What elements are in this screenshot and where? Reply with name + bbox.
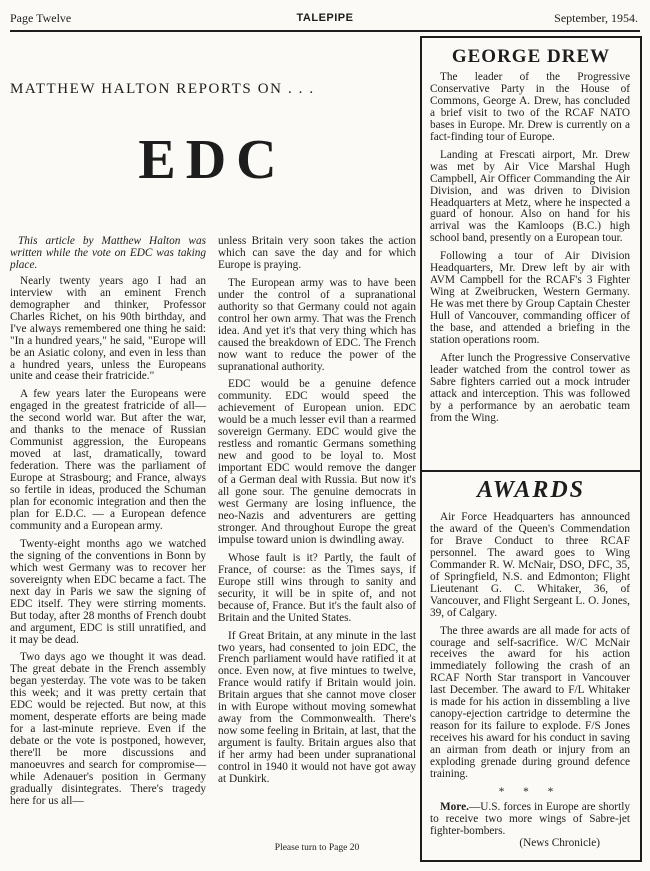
- article-paragraph: The European army was to have been under the control of a supranational authority so that Germany could not again control her own army. That was the French idea. And yet it's that very thing which has caused the breakdown of EDC. The French now want to reduce the power of the supranational authority.: [218, 276, 416, 373]
- awards-paragraph: Air Force Headquarters has announced the award of the Queen's Commendation for Brave Conduct to three RCAF personnel. The award goes to Wing Commander R. W. McNair, DSO, DFC, 35, of Springfield, N.S. and Edmonton; Flight Lieutenant G. C. Whitaker, 36, of Vancouver, and Flight Sergeant L. O. Jones, 39, of Calgary.: [430, 511, 630, 619]
- sidebar-border-right: [640, 36, 642, 862]
- article-paragraph: Whose fault is it? Partly, the fault of France, of course: as the Times says, if Europe still wins through to sanity and security, it will be in spite of, and not because of, France. But it's the fault also of Britain and the United States.: [218, 551, 416, 624]
- sidebar-border-left: [420, 36, 422, 862]
- awards-source: (News Chronicle): [519, 836, 600, 849]
- awards-divider: [422, 470, 640, 472]
- issue-date: September, 1954.: [554, 11, 638, 25]
- article-paragraph: unless Britain very soon takes the action which can save the day and for which Europe is praying.: [218, 235, 416, 271]
- awards-more: [430, 802, 630, 838]
- continuation-note: Please turn to Page 20: [274, 843, 360, 853]
- awards-paragraph: The three awards are all made for acts of courage and self-sacrifice. W/C McNair receives the award for his action immediately following the crash of an RCAF North Star transport in Vancouver last December. The award to F/L Whitaker is made for his action in dissembling a live canopy-ejection cartridge to determine the reason for its failure to explode. F/S Jones receives his award for his conduct in saving an airman from death or injury from an exploding grenade during ground defence training.: [430, 624, 630, 781]
- article-intro: This article by Matthew Halton was written while the vote on EDC was taking place.: [10, 235, 206, 271]
- sidebar-border-bottom: [420, 860, 642, 862]
- sidebar-paragraph: The leader of the Progressive Conservative Party in the House of Commons, George A. Drew, has concluded a brief visit to two of the RCAF NATO bases in Europe. Mr. Drew is currently on a fact-finding tour of Europe.: [430, 71, 630, 143]
- sidebar-paragraph: Landing at Frescati airport, Mr. Drew was met by Air Vice Marshal Hugh Campbell, Air Officer Commanding the Air Division, and was driven to Division Headquarters at Metz, where he inspected a guard of honour. Also on hand for his arrival was the Kamloops (B.C.) high school band, presently on a European tour.: [430, 148, 630, 245]
- page-number: Page Twelve: [10, 11, 72, 25]
- sidebar-paragraph: Following a tour of Air Division Headquarters, Mr. Drew left by air with AVM Campbell for the RCAF's 3 Fighter Wing at Zweibrucken, Western Germany. He was met there by Group Captain Chester Hull of Vancouver, commanding officer of the base, and attended a briefing in the station operations room.: [430, 250, 630, 347]
- more-text: —U.S. forces in Europe are shortly to receive two more wings of Sabre-jet fighter-bombers.: [430, 800, 630, 837]
- more-label: More.: [440, 800, 469, 813]
- header-rule: [10, 30, 640, 32]
- sidebar-border-top: [420, 36, 642, 38]
- article-paragraph: If Great Britain, at any minute in the last two years, had consented to join EDC, the French parliament would have ratified it at once. Even now, at five mintues to twelve, France would ratify if Britain would join. Britain argues that she cannot move closer in with Europe without moving somewhat away from the Commonwealth. There's now some feeling in Britain, at last, that the argument is faulty. Britain argues also that if her army had been under supranational control in 1940 it would not have got away at Dunkirk.: [218, 629, 416, 785]
- sidebar-body: [430, 72, 630, 431]
- article-column-left: [10, 236, 206, 814]
- article-column-middle: [218, 236, 416, 792]
- awards-body: [430, 512, 630, 856]
- article-paragraph: Twenty-eight months ago we watched the signing of the conventions in Bonn by which west Germany was to recover her sovereignty when EDC became a fact. The next day in Paris we saw the signing of EDC itself. They were stirring moments. But today, after 28 months of French doubt and argument, EDC is still unratified, and it may be dead.: [10, 537, 206, 646]
- sidebar-paragraph: After lunch the Progressive Conservative leader watched from the control tower as Sabre fighters carried out a mock intruder attack and interception. This was followed by a performance by an aerobatic team from the Wing.: [430, 351, 630, 424]
- separator-stars: * * *: [498, 785, 562, 798]
- article-paragraph: Two days ago we thought it was dead. The great debate in the French assembly began yesterday. The vote was to be taken this week; and it was pretty certain that EDC would be rejected. But now, at this moment, desperate efforts are being made for a last-minute reprieve. Even if the debate or the vote is postponed, however, there'll be more discussions and manoeuvres and search for compromise—while Adenauer's position in Germany gradually disintegrates. There's tragedy here for us all—: [10, 651, 206, 807]
- article-paragraph: Nearly twenty years ago I had an interview with an eminent French demographer and thinker, Professor Charles Richet, on his 90th birthday, and I've always remembered one thing he said: "In a hundred years," he said, "Europe will be an Asiatic colony, and even in less than a hundred years, unless the Europeans unite and cease their fratricide.": [10, 274, 206, 383]
- article-headline: EDC: [138, 129, 287, 191]
- article-paragraph: EDC would be a genuine defence community. EDC would speed the achievement of European union. EDC would be a much lesser evil than a rearmed sovereign Germany. EDC would give the restless and romantic Germans something new and good to be loyal to. Most important EDC would remove the danger of a German deal with Russia. But now it's all gone sour. The genuine democrats in west Germany are losing influence, the neo-Nazis and adventurers are getting stronger. And throughout Europe the great impulse toward union is dwindling away.: [218, 378, 416, 546]
- page-header: [10, 10, 640, 26]
- awards-title: AWARDS: [476, 477, 586, 503]
- sidebar-title: GEORGE DREW: [451, 46, 611, 67]
- article-kicker: MATTHEW HALTON REPORTS ON . . .: [10, 81, 315, 97]
- publication-name: TALEPIPE: [296, 12, 354, 24]
- awards-separator: [430, 787, 630, 799]
- article-paragraph: A few years later the Europeans were engaged in the greatest fratricide of all—the second world war. But after the war, and thanks to the menace of Russian Communist aggression, the Europeans moved at last, dramatically, toward federation. There was the parliament of Europe at Strasbourg; and France, always so fertile in ideas, produced the Schuman plan for economic integration and then the plan for E.D.C. — a European defence community and a European army.: [10, 388, 206, 532]
